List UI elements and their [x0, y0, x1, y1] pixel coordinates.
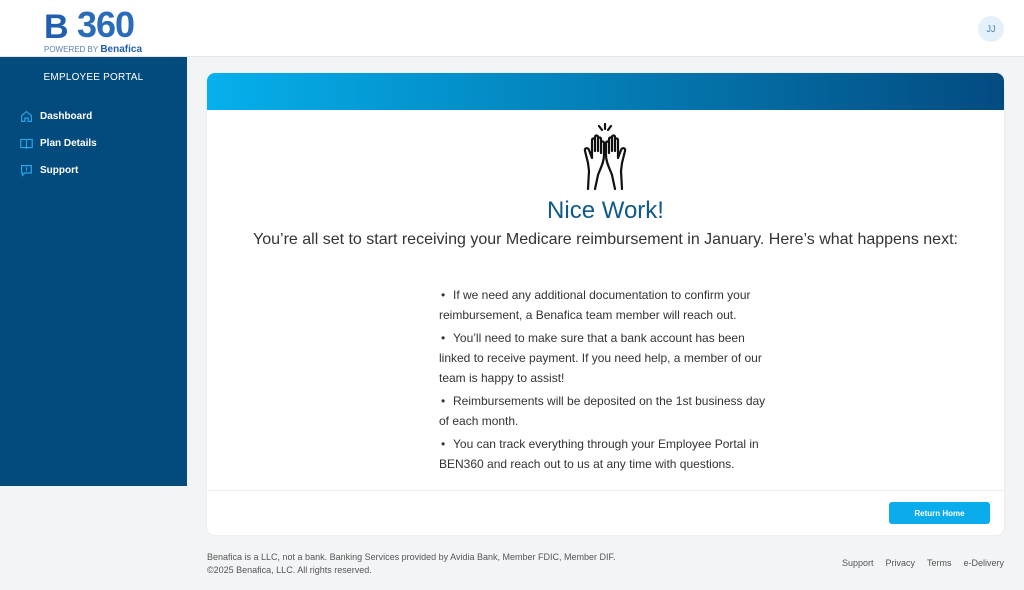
ben360-logo[interactable]	[42, 4, 152, 54]
chat-alert-icon	[20, 164, 33, 177]
sidebar-item-dashboard[interactable]	[0, 103, 187, 130]
confirmation-card	[207, 73, 1004, 535]
list-item: • Reimbursements will be deposited on the 1st business day of each month.	[439, 394, 766, 428]
footer-link-support[interactable]: Support	[841, 558, 874, 568]
return-home-button[interactable]: Return Home	[889, 502, 990, 524]
sidebar-item-label: Support	[40, 165, 79, 176]
card-banner	[207, 73, 1004, 110]
sidebar-item-support[interactable]	[0, 157, 187, 184]
user-avatar[interactable]: JJ	[978, 16, 1004, 42]
logo-number: 360	[77, 4, 135, 45]
top-header	[0, 0, 1024, 57]
logo-tagline: POWERED BY Benafica	[44, 44, 143, 55]
list-item: • You’ll need to make sure that a bank account has been linked to receive payment. If you need help, a member of our team is happy to assist!	[439, 331, 762, 385]
logo-b-mark: B	[44, 8, 69, 46]
sidebar-item-label: Dashboard	[40, 111, 93, 122]
sidebar-item-label: Plan Details	[40, 138, 97, 149]
footer-legal	[207, 551, 616, 577]
next-steps-list	[439, 285, 774, 477]
footer-link-terms[interactable]: Terms	[926, 558, 952, 568]
footer-link-edelivery[interactable]: e-Delivery	[963, 558, 1004, 568]
page-title: Nice Work!	[547, 197, 664, 224]
book-icon	[20, 137, 33, 150]
sidebar-item-plan-details[interactable]	[0, 130, 187, 157]
high-five-icon	[573, 123, 637, 191]
sidebar	[0, 57, 187, 486]
home-icon	[20, 110, 33, 123]
sidebar-title: EMPLOYEE PORTAL	[43, 72, 144, 83]
footer-link-privacy[interactable]: Privacy	[885, 558, 915, 568]
divider	[207, 490, 1004, 491]
page-subtitle: You’re all set to start receiving your Medicare reimbursement in January. Here’s what happens next:	[253, 231, 958, 248]
footer-links	[842, 558, 1004, 568]
footer-disclaimer: Benafica is a LLC, not a bank. Banking Services provided by Avidia Bank, Member FDIC, Member DIF.	[207, 552, 616, 562]
list-item: • You can track everything through your Employee Portal in BEN360 and reach out to us at any time with questions.	[439, 437, 759, 471]
footer-copyright: ©2025 Benafica, LLC. All rights reserved.	[207, 565, 372, 575]
list-item: • If we need any additional documentation to confirm your reimbursement, a Benafica team member will reach out.	[439, 288, 751, 322]
